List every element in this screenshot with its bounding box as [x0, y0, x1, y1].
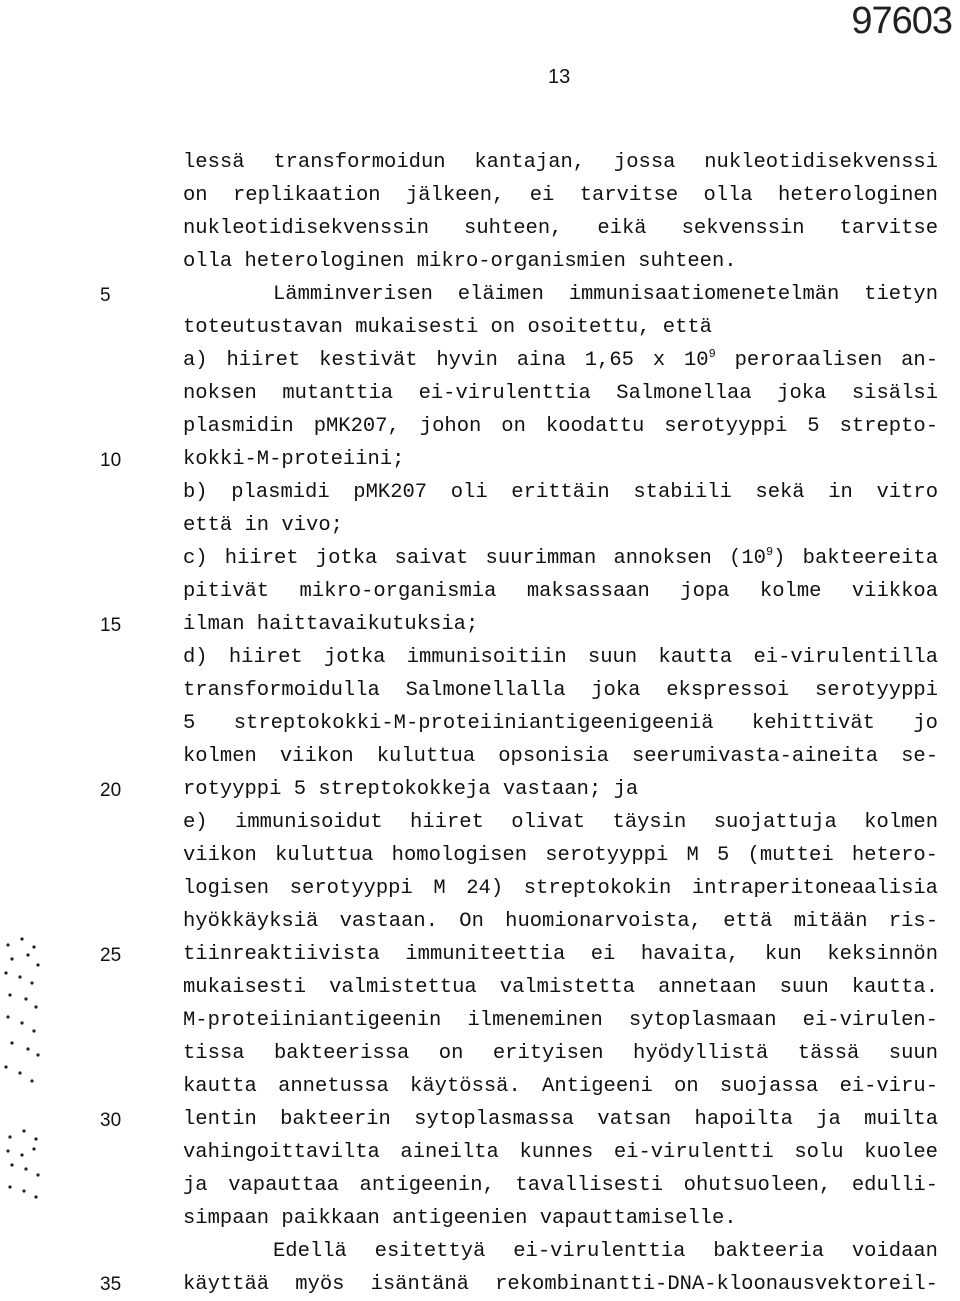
- text-line: transformoidulla Salmonellalla joka ekspressoi serotyyppi: [183, 679, 938, 702]
- text-line: mukaisesti valmistettua valmistetta annetaan suun kautta.: [183, 976, 938, 999]
- text-line: logisen serotyyppi M 24) streptokokin intraperitoneaalisia: [183, 877, 938, 900]
- superscript: 9: [765, 545, 774, 559]
- text-line: käyttää myös isäntänä rekombinantti-DNA-kloonausvektoreil-: [183, 1273, 938, 1296]
- text-line: Lämminverisen eläimen immunisaatiomenetelmän tietyn: [273, 283, 938, 306]
- text-line: noksen mutanttia ei-virulenttia Salmonellaa joka sisälsi: [183, 382, 938, 405]
- text-line: viikon kuluttua homologisen serotyyppi M 5 (muttei hetero-: [183, 844, 938, 867]
- margin-line-number: 35: [100, 1274, 122, 1295]
- text-line: e) immunisoidut hiiret olivat täysin suojattuja kolmen: [183, 811, 938, 834]
- text-line: ja vapauttaa antigeenin, tavallisesti ohutsuoleen, edulli-: [183, 1174, 938, 1197]
- text-line: M-proteiiniantigeenin ilmeneminen sytoplasmaan ei-virulen-: [183, 1009, 938, 1032]
- patent-number: 97603: [851, 0, 952, 42]
- text-line: kokki-M-proteiini;: [183, 448, 405, 471]
- text-line: pitivät mikro-organismia maksassaan jopa kolme viikkoa: [183, 580, 938, 603]
- margin-line-number: 5: [100, 285, 111, 306]
- text-line: ilman haittavaikutuksia;: [183, 613, 479, 636]
- margin-line-number: 10: [100, 450, 122, 471]
- margin-line-number: 25: [100, 945, 122, 966]
- text-line: on replikaation jälkeen, ei tarvitse olla heterologinen: [183, 184, 938, 207]
- text-line: 5 streptokokki-M-proteiiniantigeenigeeniä kehittivät jo: [183, 712, 938, 735]
- text-line: hyökkäyksiä vastaan. On huomionarvoista, että mitään ris-: [183, 910, 938, 933]
- text-line: plasmidin pMK207, johon on koodattu serotyyppi 5 strepto-: [183, 415, 938, 438]
- margin-line-number: 20: [100, 780, 122, 801]
- text-line: Edellä esitettyä ei-virulenttia bakteeria voidaan: [273, 1240, 938, 1263]
- text-line: lessä transformoidun kantajan, jossa nukleotidisekvenssi: [183, 151, 938, 174]
- text-line: simpaan paikkaan antigeenien vapauttamiselle.: [183, 1207, 737, 1230]
- text-line: a) hiiret kestivät hyvin aina 1,65 x $10^9$ peroraalisen an-: [183, 347, 938, 372]
- margin-line-number: 15: [100, 615, 122, 636]
- text-line: kolmen viikon kuluttua opsonisia seerumivasta-aineita se-: [183, 745, 938, 768]
- text-line: b) plasmidi pMK207 oli erittäin stabiili sekä in vitro: [183, 481, 938, 504]
- text-line: lentin bakteerin sytoplasmassa vatsan hapoilta ja muilta: [183, 1108, 938, 1131]
- text-line: että in vivo;: [183, 514, 343, 537]
- superscript: 9: [708, 347, 716, 361]
- text-line: nukleotidisekvenssin suhteen, eikä sekvenssin tarvitse: [183, 217, 938, 240]
- text-line: rotyyppi 5 streptokokkeja vastaan; ja: [183, 778, 639, 801]
- text-line: olla heterologinen mikro-organismien suhteen.: [183, 250, 737, 273]
- text-line: c) hiiret jotka saivat suurimman annoksen $(10^9)$ bakteereita: [183, 545, 938, 570]
- text-line: tiinreaktiivista immuniteettia ei havaita, kun keksinnön: [183, 943, 938, 966]
- text-line: tissa bakteerissa on erityisen hyödyllistä tässä suun: [183, 1042, 938, 1065]
- text-line: vahingoittavilta aineilta kunnes ei-virulentti solu kuolee: [183, 1141, 938, 1164]
- text-line: kautta annetussa käytössä. Antigeeni on suojassa ei-viru-: [183, 1075, 938, 1098]
- margin-dot-pattern: [0, 925, 60, 1215]
- text-line: toteutustavan mukaisesti on osoitettu, että: [183, 316, 712, 339]
- margin-line-number: 30: [100, 1110, 122, 1131]
- text-line: d) hiiret jotka immunisoitiin suun kautta ei-virulentilla: [183, 646, 938, 669]
- page-number: 13: [548, 66, 571, 88]
